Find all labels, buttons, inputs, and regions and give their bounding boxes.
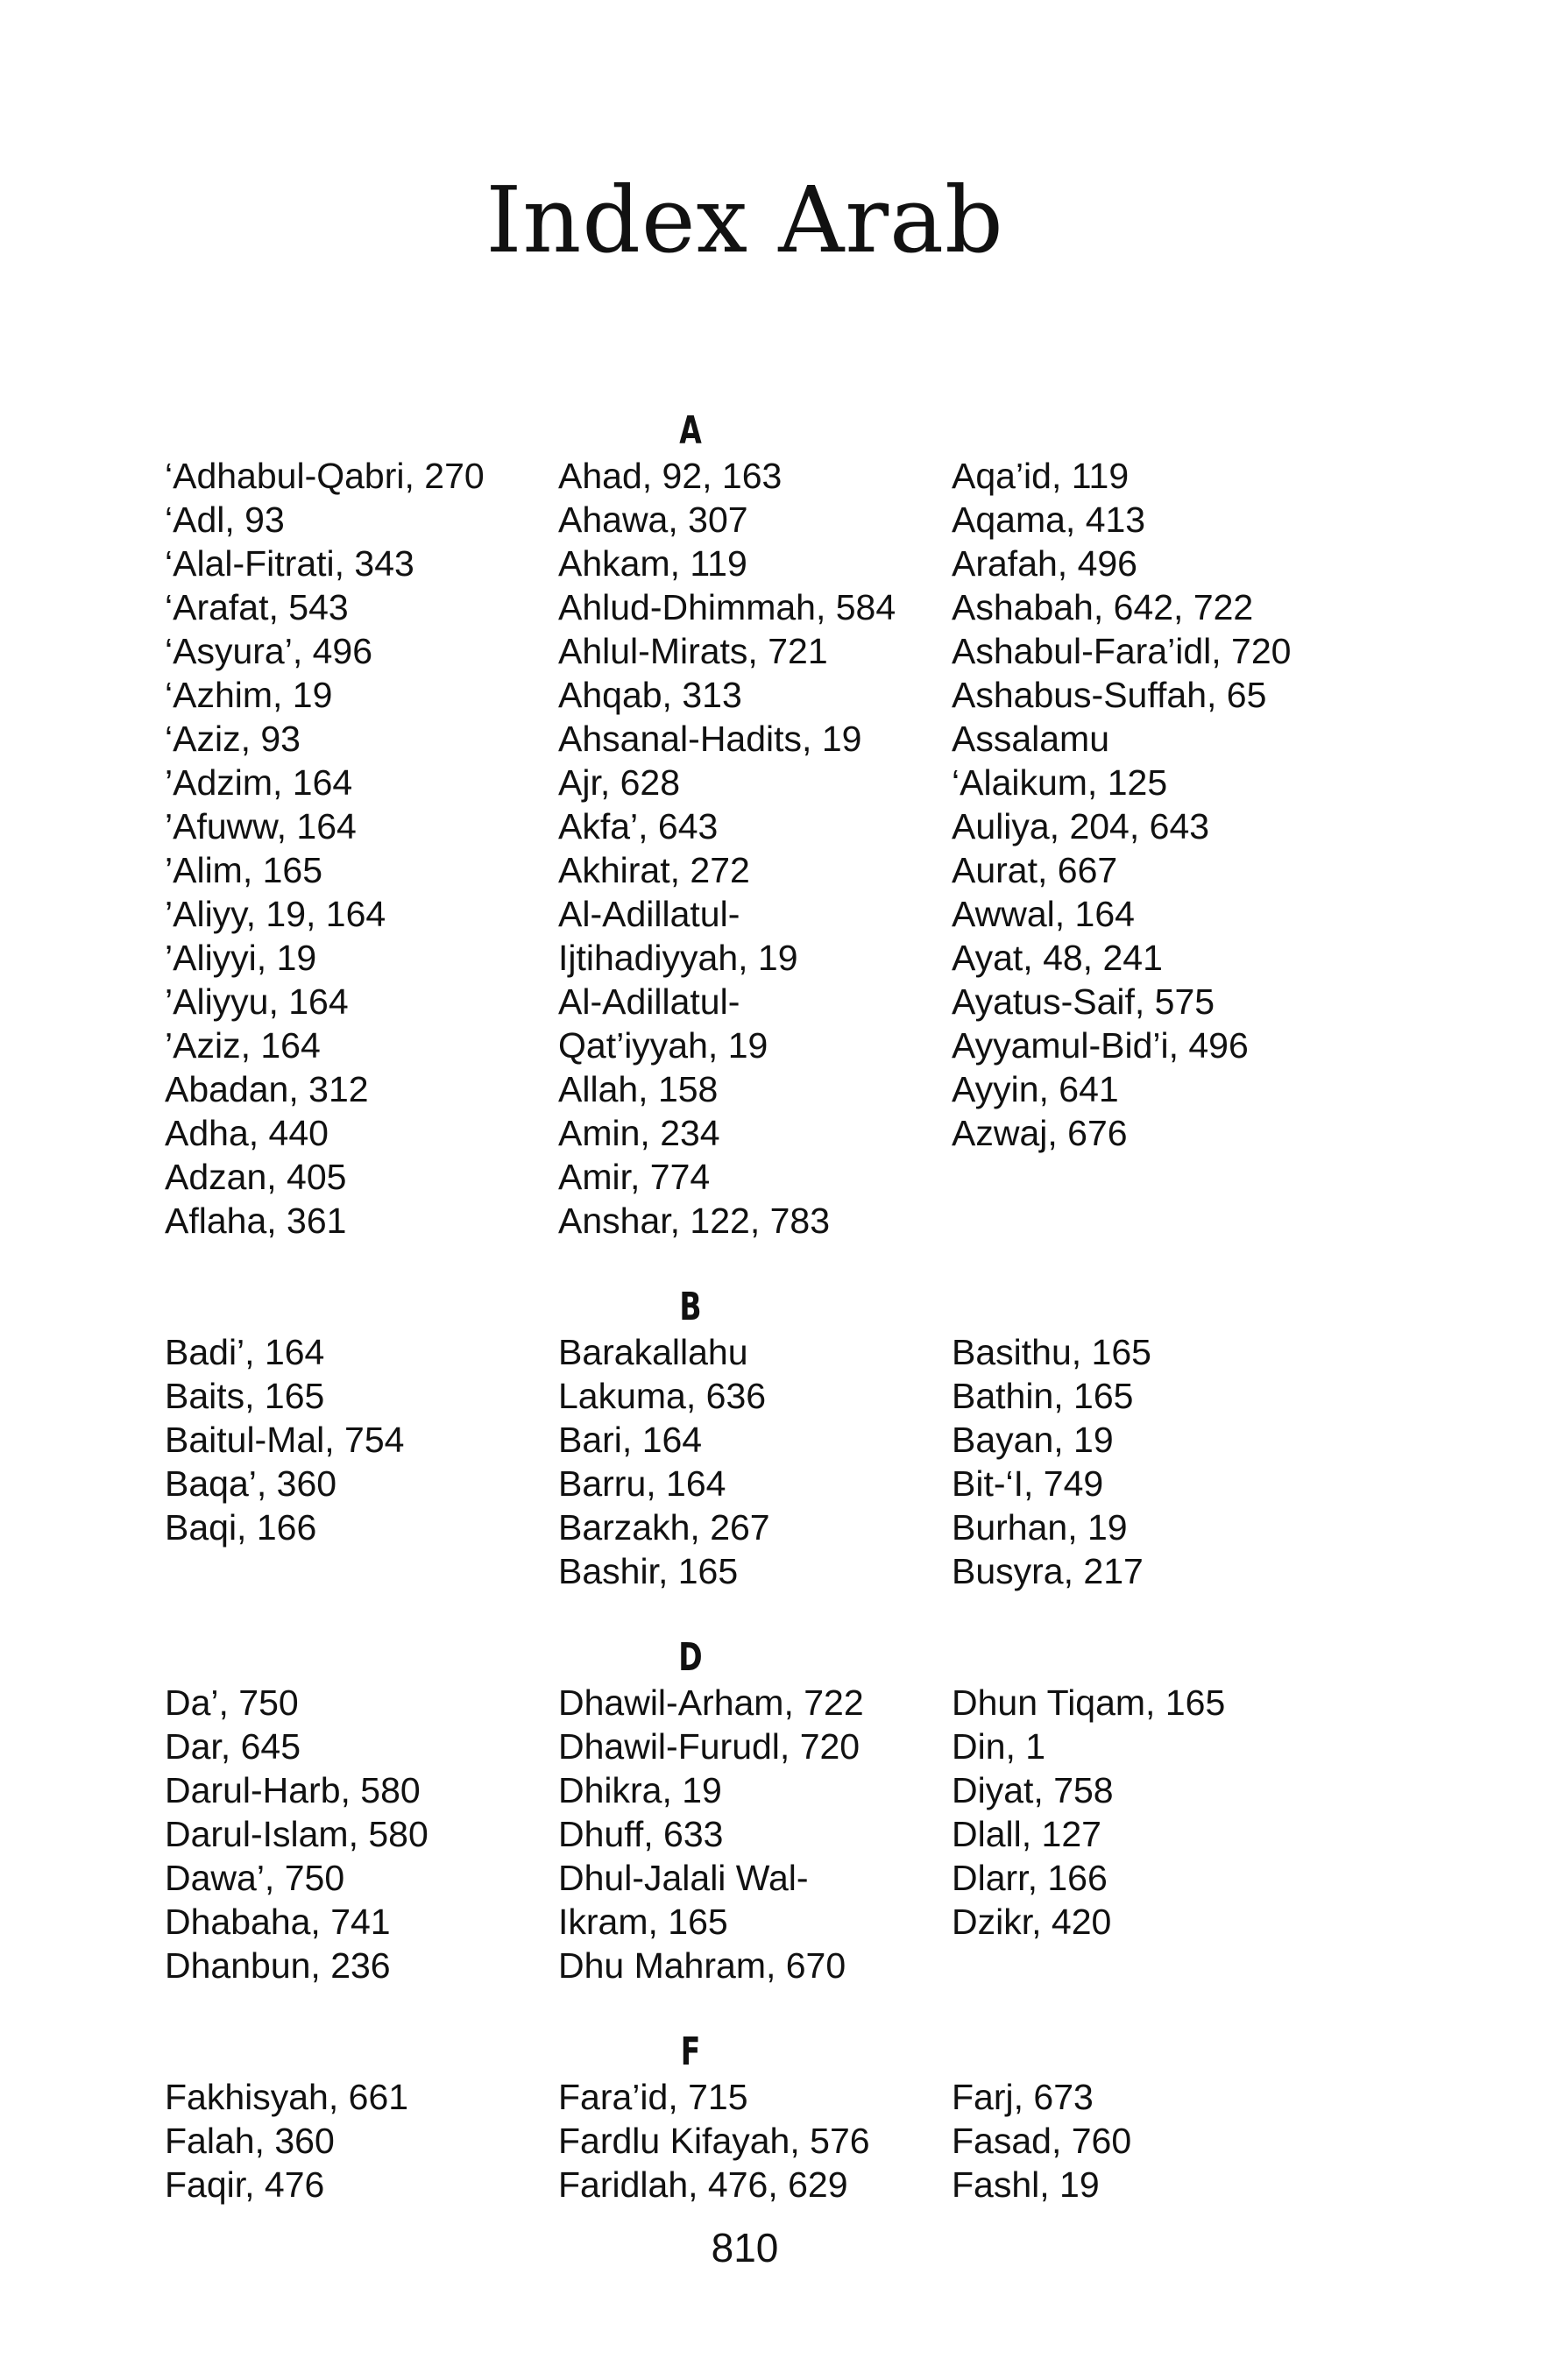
index-entry: Ayyamul-Bid’i, 496 xyxy=(952,1025,1249,1066)
index-entry: Dhul-Jalali Wal- xyxy=(558,1858,809,1898)
index-entry: ‘Aziz, 93 xyxy=(165,719,301,759)
index-entry: Darul-Islam, 580 xyxy=(165,1814,428,1854)
index-entry: Fakhisyah, 661 xyxy=(165,2077,409,2117)
index-entry: ‘Azhim, 19 xyxy=(165,675,333,715)
index-entry: Basithu, 165 xyxy=(952,1332,1151,1372)
index-entry: Bashir, 165 xyxy=(558,1551,739,1591)
entry-column xyxy=(952,1681,1337,1944)
index-entry: Ahad, 92, 163 xyxy=(558,456,783,496)
index-entry: Faqir, 476 xyxy=(165,2164,325,2205)
index-entry: Aflaha, 361 xyxy=(165,1201,347,1241)
index-entry: Ahqab, 313 xyxy=(558,675,742,715)
section-letter: A xyxy=(679,408,702,453)
index-entry: Al-Adillatul- xyxy=(558,894,740,934)
index-entry: Barakallahu xyxy=(558,1332,748,1372)
index-entry: Awwal, 164 xyxy=(952,894,1135,934)
index-entry: ’Aliyyu, 164 xyxy=(165,981,349,1022)
index-entry: ’Aliyyi, 19 xyxy=(165,938,317,978)
index-entry: Aqama, 413 xyxy=(952,499,1146,540)
index-entry: Barzakh, 267 xyxy=(558,1507,770,1548)
index-entry: Dhun Tiqam, 165 xyxy=(952,1682,1226,1723)
section-letter: D xyxy=(678,1635,703,1680)
index-entry: Amir, 774 xyxy=(558,1157,711,1197)
index-entry: Baqi, 166 xyxy=(165,1507,317,1548)
index-entry: Dhikra, 19 xyxy=(558,1770,722,1810)
index-entry: ‘Alal-Fitrati, 343 xyxy=(165,543,414,584)
index-entry: Ahlud-Dhimmah, 584 xyxy=(558,587,896,627)
entry-column xyxy=(558,1330,944,1593)
index-entry: ‘Asyura’, 496 xyxy=(165,631,373,671)
index-entry: Auliya, 204, 643 xyxy=(952,806,1210,846)
index-entry: Allah, 158 xyxy=(558,1069,719,1109)
index-entry: ‘Adhabul-Qabri, 270 xyxy=(165,456,485,496)
index-entry: Akhirat, 272 xyxy=(558,850,750,890)
index-entry: Ashabah, 642, 722 xyxy=(952,587,1254,627)
index-entry: Ayatus-Saif, 575 xyxy=(952,981,1215,1022)
index-entry: Din, 1 xyxy=(952,1726,1046,1767)
index-entry: ‘Arafat, 543 xyxy=(165,587,349,627)
index-entry: ‘Alaikum, 125 xyxy=(952,762,1168,803)
index-entry: Aqa’id, 119 xyxy=(952,456,1130,496)
entry-column xyxy=(952,2075,1337,2206)
index-entry: Arafah, 496 xyxy=(952,543,1137,584)
index-entry: Abadan, 312 xyxy=(165,1069,369,1109)
index-entry: Ikram, 165 xyxy=(558,1902,728,1942)
index-entry: ’Aziz, 164 xyxy=(165,1025,321,1066)
index-entry: Akfa’, 643 xyxy=(558,806,719,846)
section-letter: B xyxy=(679,1285,702,1329)
index-entry: Dhuff, 633 xyxy=(558,1814,724,1854)
index-entry: Dhawil-Furudl, 720 xyxy=(558,1726,860,1767)
index-entry: Bathin, 165 xyxy=(952,1376,1134,1416)
index-entry: Da’, 750 xyxy=(165,1682,299,1723)
page-number: 810 xyxy=(711,2225,779,2270)
index-entry: Aurat, 667 xyxy=(952,850,1118,890)
entry-column xyxy=(165,1681,550,1987)
section-letter: F xyxy=(680,2029,701,2074)
index-entry: ’Alim, 165 xyxy=(165,850,323,890)
index-entry: Bayan, 19 xyxy=(952,1420,1114,1460)
index-entry: Ayat, 48, 241 xyxy=(952,938,1163,978)
page-title: Index Arab xyxy=(485,166,1004,273)
index-entry: Ahkam, 119 xyxy=(558,543,747,584)
entry-column xyxy=(165,2075,550,2206)
index-entry: Ahawa, 307 xyxy=(558,499,748,540)
index-entry: Ahlul-Mirats, 721 xyxy=(558,631,828,671)
index-entry: Baqa’, 360 xyxy=(165,1463,337,1504)
index-entry: Ajr, 628 xyxy=(558,762,681,803)
index-entry: Falah, 360 xyxy=(165,2121,335,2161)
entry-column xyxy=(558,2075,944,2206)
index-entry: Dawa’, 750 xyxy=(165,1858,345,1898)
index-entry: Al-Adillatul- xyxy=(558,981,740,1022)
index-entry: Anshar, 122, 783 xyxy=(558,1201,831,1241)
index-entry: Dhawil-Arham, 722 xyxy=(558,1682,864,1723)
index-entry: Qat’iyyah, 19 xyxy=(558,1025,768,1066)
index-entry: Ijtihadiyyah, 19 xyxy=(558,938,798,978)
entry-column xyxy=(952,454,1337,1155)
index-entry: Bit-‘I, 749 xyxy=(952,1463,1104,1504)
entry-column xyxy=(165,1330,550,1549)
index-entry: Diyat, 758 xyxy=(952,1770,1114,1810)
entry-column xyxy=(558,1681,944,1987)
index-entry: Ayyin, 641 xyxy=(952,1069,1119,1109)
index-entry: Burhan, 19 xyxy=(952,1507,1128,1548)
index-entry: Fara’id, 715 xyxy=(558,2077,748,2117)
index-entry: Dhu Mahram, 670 xyxy=(558,1945,846,1986)
index-entry: Ashabul-Fara’idl, 720 xyxy=(952,631,1292,671)
index-entry: Fardlu Kifayah, 576 xyxy=(558,2121,870,2161)
index-entry: Dhabaha, 741 xyxy=(165,1902,391,1942)
index-entry: Amin, 234 xyxy=(558,1113,720,1153)
index-entry: Darul-Harb, 580 xyxy=(165,1770,421,1810)
entry-column xyxy=(558,454,944,1243)
index-entry: Ahsanal-Hadits, 19 xyxy=(558,719,862,759)
index-entry: Fasad, 760 xyxy=(952,2121,1132,2161)
index-entry: Bari, 164 xyxy=(558,1420,703,1460)
index-entry: Baits, 165 xyxy=(165,1376,325,1416)
index-entry: Adha, 440 xyxy=(165,1113,329,1153)
index-entry: Barru, 164 xyxy=(558,1463,726,1504)
index-entry: Busyra, 217 xyxy=(952,1551,1144,1591)
index-entry: Baitul-Mal, 754 xyxy=(165,1420,405,1460)
index-entry: Ashabus-Suffah, 65 xyxy=(952,675,1267,715)
index-entry: Lakuma, 636 xyxy=(558,1376,767,1416)
index-entry: Faridlah, 476, 629 xyxy=(558,2164,848,2205)
index-entry: ’Adzim, 164 xyxy=(165,762,353,803)
index-entry: Dhanbun, 236 xyxy=(165,1945,391,1986)
index-entry: Farj, 673 xyxy=(952,2077,1094,2117)
entry-column xyxy=(165,454,550,1243)
index-entry: ‘Adl, 93 xyxy=(165,499,285,540)
index-entry: Adzan, 405 xyxy=(165,1157,347,1197)
index-entry: Dar, 645 xyxy=(165,1726,301,1767)
entry-column xyxy=(952,1330,1337,1593)
index-entry: ’Afuww, 164 xyxy=(165,806,357,846)
index-entry: Azwaj, 676 xyxy=(952,1113,1128,1153)
index-entry: Assalamu xyxy=(952,719,1110,759)
index-entry: Dzikr, 420 xyxy=(952,1902,1112,1942)
index-entry: ’Aliyy, 19, 164 xyxy=(165,894,386,934)
index-entry: Badi’, 164 xyxy=(165,1332,325,1372)
index-entry: Dlall, 127 xyxy=(952,1814,1101,1854)
index-entry: Dlarr, 166 xyxy=(952,1858,1108,1898)
index-entry: Fashl, 19 xyxy=(952,2164,1100,2205)
